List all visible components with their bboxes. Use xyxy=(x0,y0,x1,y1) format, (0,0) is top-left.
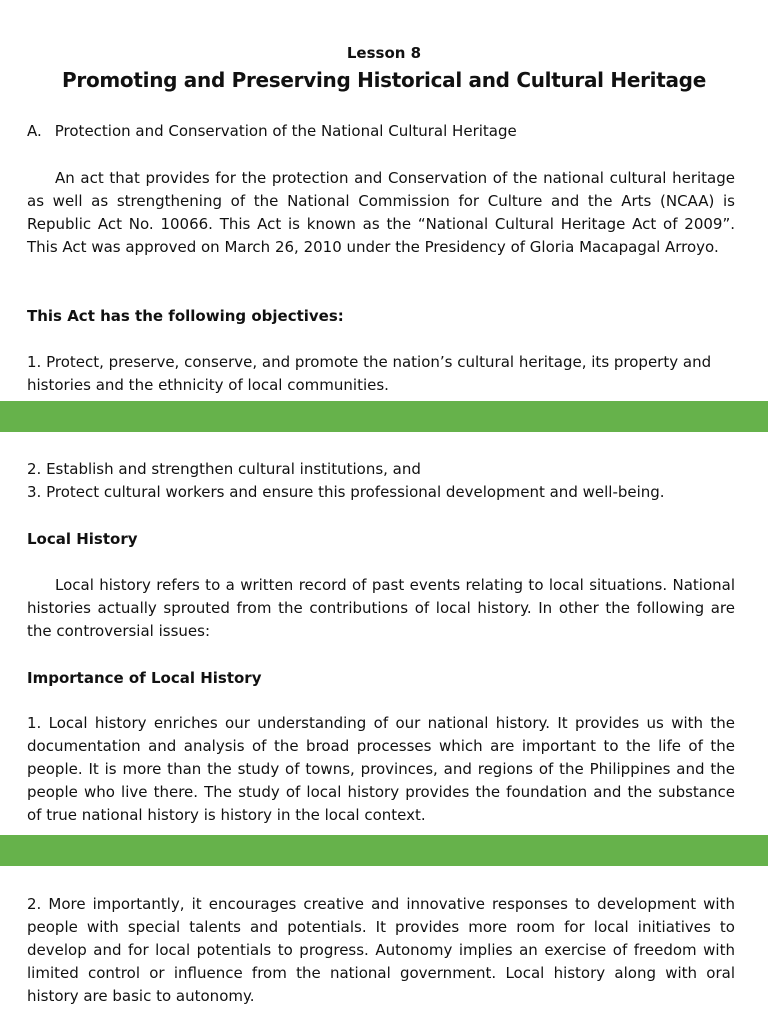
section-a-title: Protection and Conservation of the National Cultural Heritage xyxy=(54,122,517,140)
local-history-paragraph: Local history refers to a written record of past events relating to local situations. National histories actually sprouted from the contributions of local history. In other the following are the controversial issues: xyxy=(27,576,735,640)
objective-item-2: 2. Establish and strengthen cultural institutions, and xyxy=(27,460,421,478)
section-a-marker: A. xyxy=(27,122,42,140)
green-divider-band xyxy=(0,401,768,432)
importance-item-1: 1. Local history enriches our understanding of our national history. It provides us with the documentation and analysis of the broad processes which are important to the life of the people. It is more than the study of towns, provinces, and regions of the Philippines and the people who live there. The study of local history provides the foundation and the substance of true national history is history in the local context. xyxy=(27,714,735,824)
importance-item-2: 2. More importantly, it encourages creative and innovative responses to development with people with special talents and potentials. It provides more room for local initiatives to develop and for local potentials to progress. Autonomy implies an exercise of freedom with limited control or influence from the national government. Local history along with oral history are basic to autonomy. xyxy=(27,895,735,1005)
local-history-heading: Local History xyxy=(27,530,138,548)
objectives-heading: This Act has the following objectives: xyxy=(27,307,344,325)
section-a-heading xyxy=(27,120,735,143)
lesson-label: Lesson 8 xyxy=(346,44,422,62)
objective-item-1: 1. Protect, preserve, conserve, and promote the nation’s cultural heritage, its property and histories and the ethnicity of local communities. xyxy=(27,353,712,394)
document-title: Promoting and Preserving Historical and Cultural Heritage xyxy=(62,68,706,92)
green-divider-band xyxy=(0,835,768,866)
importance-heading: Importance of Local History xyxy=(27,669,262,687)
intro-paragraph: An act that provides for the protection and Conservation of the national cultural heritage as well as strengthening of the National Commission for Culture and the Arts (NCAA) is Republic Act No. 10066. This Act is known as the “National Cultural Heritage Act of 2009”. This Act was approved on March 26, 2010 under the Presidency of Gloria Macapagal Arroyo. xyxy=(27,169,735,256)
objective-item-3: 3. Protect cultural workers and ensure this professional development and well-being. xyxy=(27,483,665,501)
